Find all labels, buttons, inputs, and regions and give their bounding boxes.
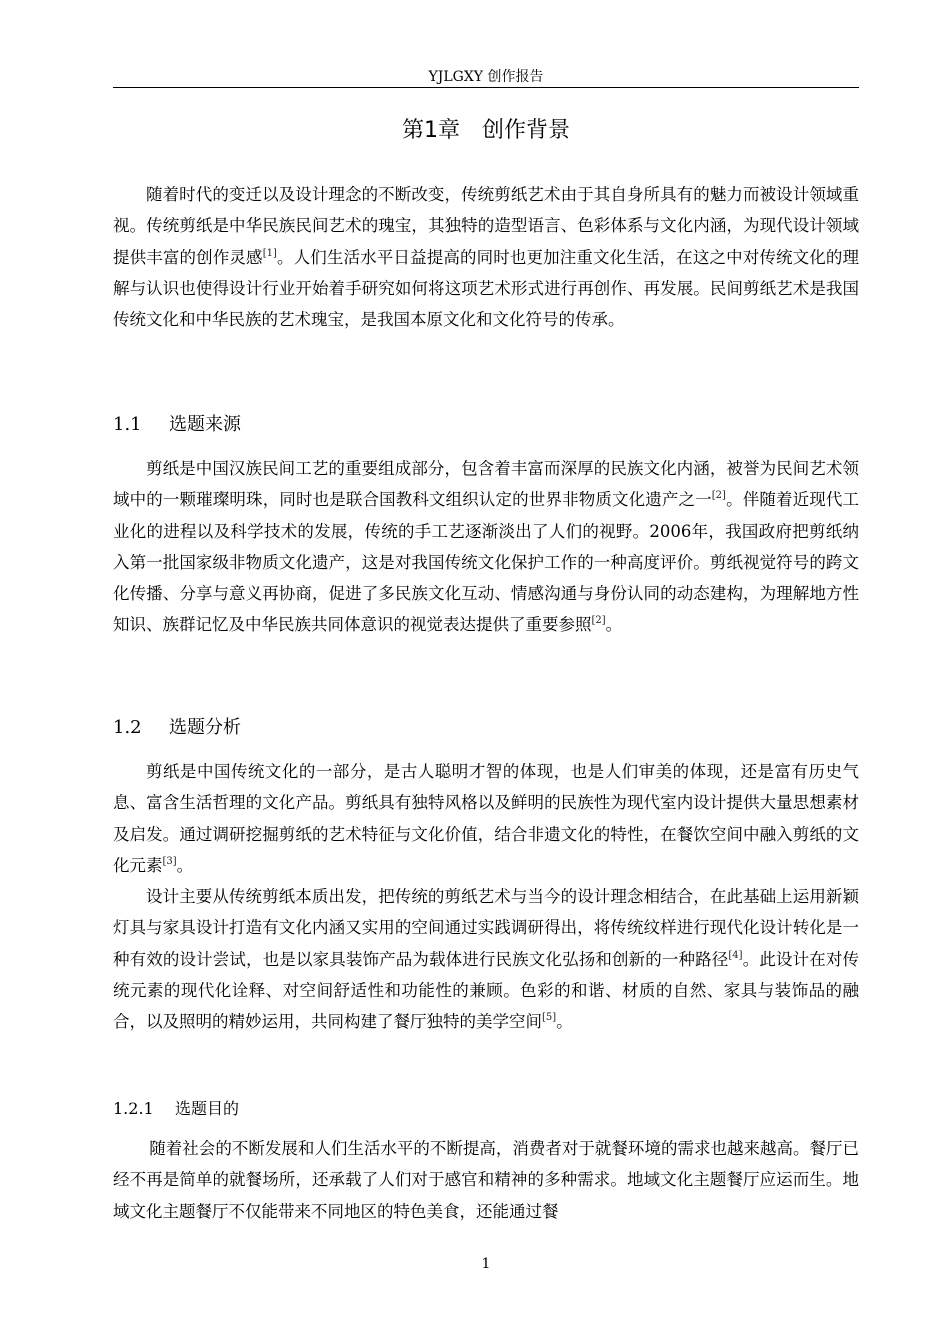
page-header: YJLGXY 创作报告 <box>428 69 544 85</box>
section-heading-1-2: 1.2 选题分析 <box>113 717 241 738</box>
header-rule <box>113 87 859 88</box>
section-heading-1-2-1: 1.2.1 选题目的 <box>113 1099 240 1118</box>
section-1-2-1-paragraph: 随着社会的不断发展和人们生活水平的不断提高，消费者对于就餐环境的需求也越来越高。餐厅已经不再是简单的就餐场所，还承载了人们对于感官和精神的多种需求。地域文化主题餐厅应运而生。地域文化主题餐厅不仅能带来不同地区的特色美食，还能通过餐 <box>113 1139 859 1221</box>
citation-ref: [2] <box>711 490 726 502</box>
citation-ref: [5] <box>542 1012 557 1024</box>
section-heading-1-1: 1.1 选题来源 <box>113 414 241 435</box>
chapter-title: 第1章 创作背景 <box>402 118 570 143</box>
intro-paragraph: 随着时代的变迁以及设计理念的不断改变，传统剪纸艺术由于其自身所具有的魅力而被设计领域重视。传统剪纸是中华民族民间艺术的瑰宝，其独特的造型语言、色彩体系与文化内涵，为现代设计领域提供丰富的创作灵感[1]。人们生活水平日益提高的同时也更加注重文化生活，在这之中对传统文化的理解与认识也使得设计行业开始着手研究如何将这项艺术形式进行再创作、再发展。民间剪纸艺术是我国传统文化和中华民族的艺术瑰宝，是我国本原文化和文化符号的传承。 <box>113 185 860 330</box>
citation-ref: [4] <box>728 949 743 961</box>
page-number: 1 <box>481 1256 491 1272</box>
section-1-2-paragraph-1: 剪纸是中国传统文化的一部分，是古人聪明才智的体现，也是人们审美的体现，还是富有历史气息、富含生活哲理的文化产品。剪纸具有独特风格以及鲜明的民族性为现代室内设计提供大量思想素材及启发。通过调研挖掘剪纸的艺术特征与文化价值，结合非遗文化的特性，在餐饮空间中融入剪纸的文化元素[3]。 <box>113 762 859 875</box>
citation-ref: [3] <box>162 855 177 867</box>
citation-ref: [2] <box>591 615 606 627</box>
section-1-1-paragraph: 剪纸是中国汉族民间工艺的重要组成部分，包含着丰富而深厚的民族文化内涵，被誉为民间艺术领域中的一颗璀璨明珠，同时也是联合国教科文组织认定的世界非物质文化遗产之一[2]。伴随着近现代工业化的进程以及科学技术的发展，传统的手工艺逐渐淡出了人们的视野。2006年，我国政府把剪纸纳入第一批国家级非物质文化遗产，这是对我国传统文化保护工作的一种高度评价。剪纸视觉符号的跨文化传播、分享与意义再协商，促进了多民族文化互动、情感沟通与身份认同的动态建构，为理解地方性知识、族群记忆及中华民族共同体意识的视觉表达提供了重要参照[2]。 <box>113 459 860 635</box>
citation-ref: [1] <box>262 247 277 259</box>
section-1-2-paragraph-2: 设计主要从传统剪纸本质出发，把传统的剪纸艺术与当今的设计理念相结合，在此基础上运用新颖灯具与家具设计打造有文化内涵又实用的空间通过实践调研得出，将传统纹样进行现代化设计转化是一种有效的设计尝试，也是以家具装饰产品为载体进行民族文化弘扬和创新的一种路径[4]。此设计在对传统元素的现代化诠释、对空间舒适性和功能性的兼顾。色彩的和谐、材质的自然、家具与装饰品的融合，以及照明的精妙运用，共同构建了餐厅独特的美学空间[5]。 <box>113 887 860 1032</box>
